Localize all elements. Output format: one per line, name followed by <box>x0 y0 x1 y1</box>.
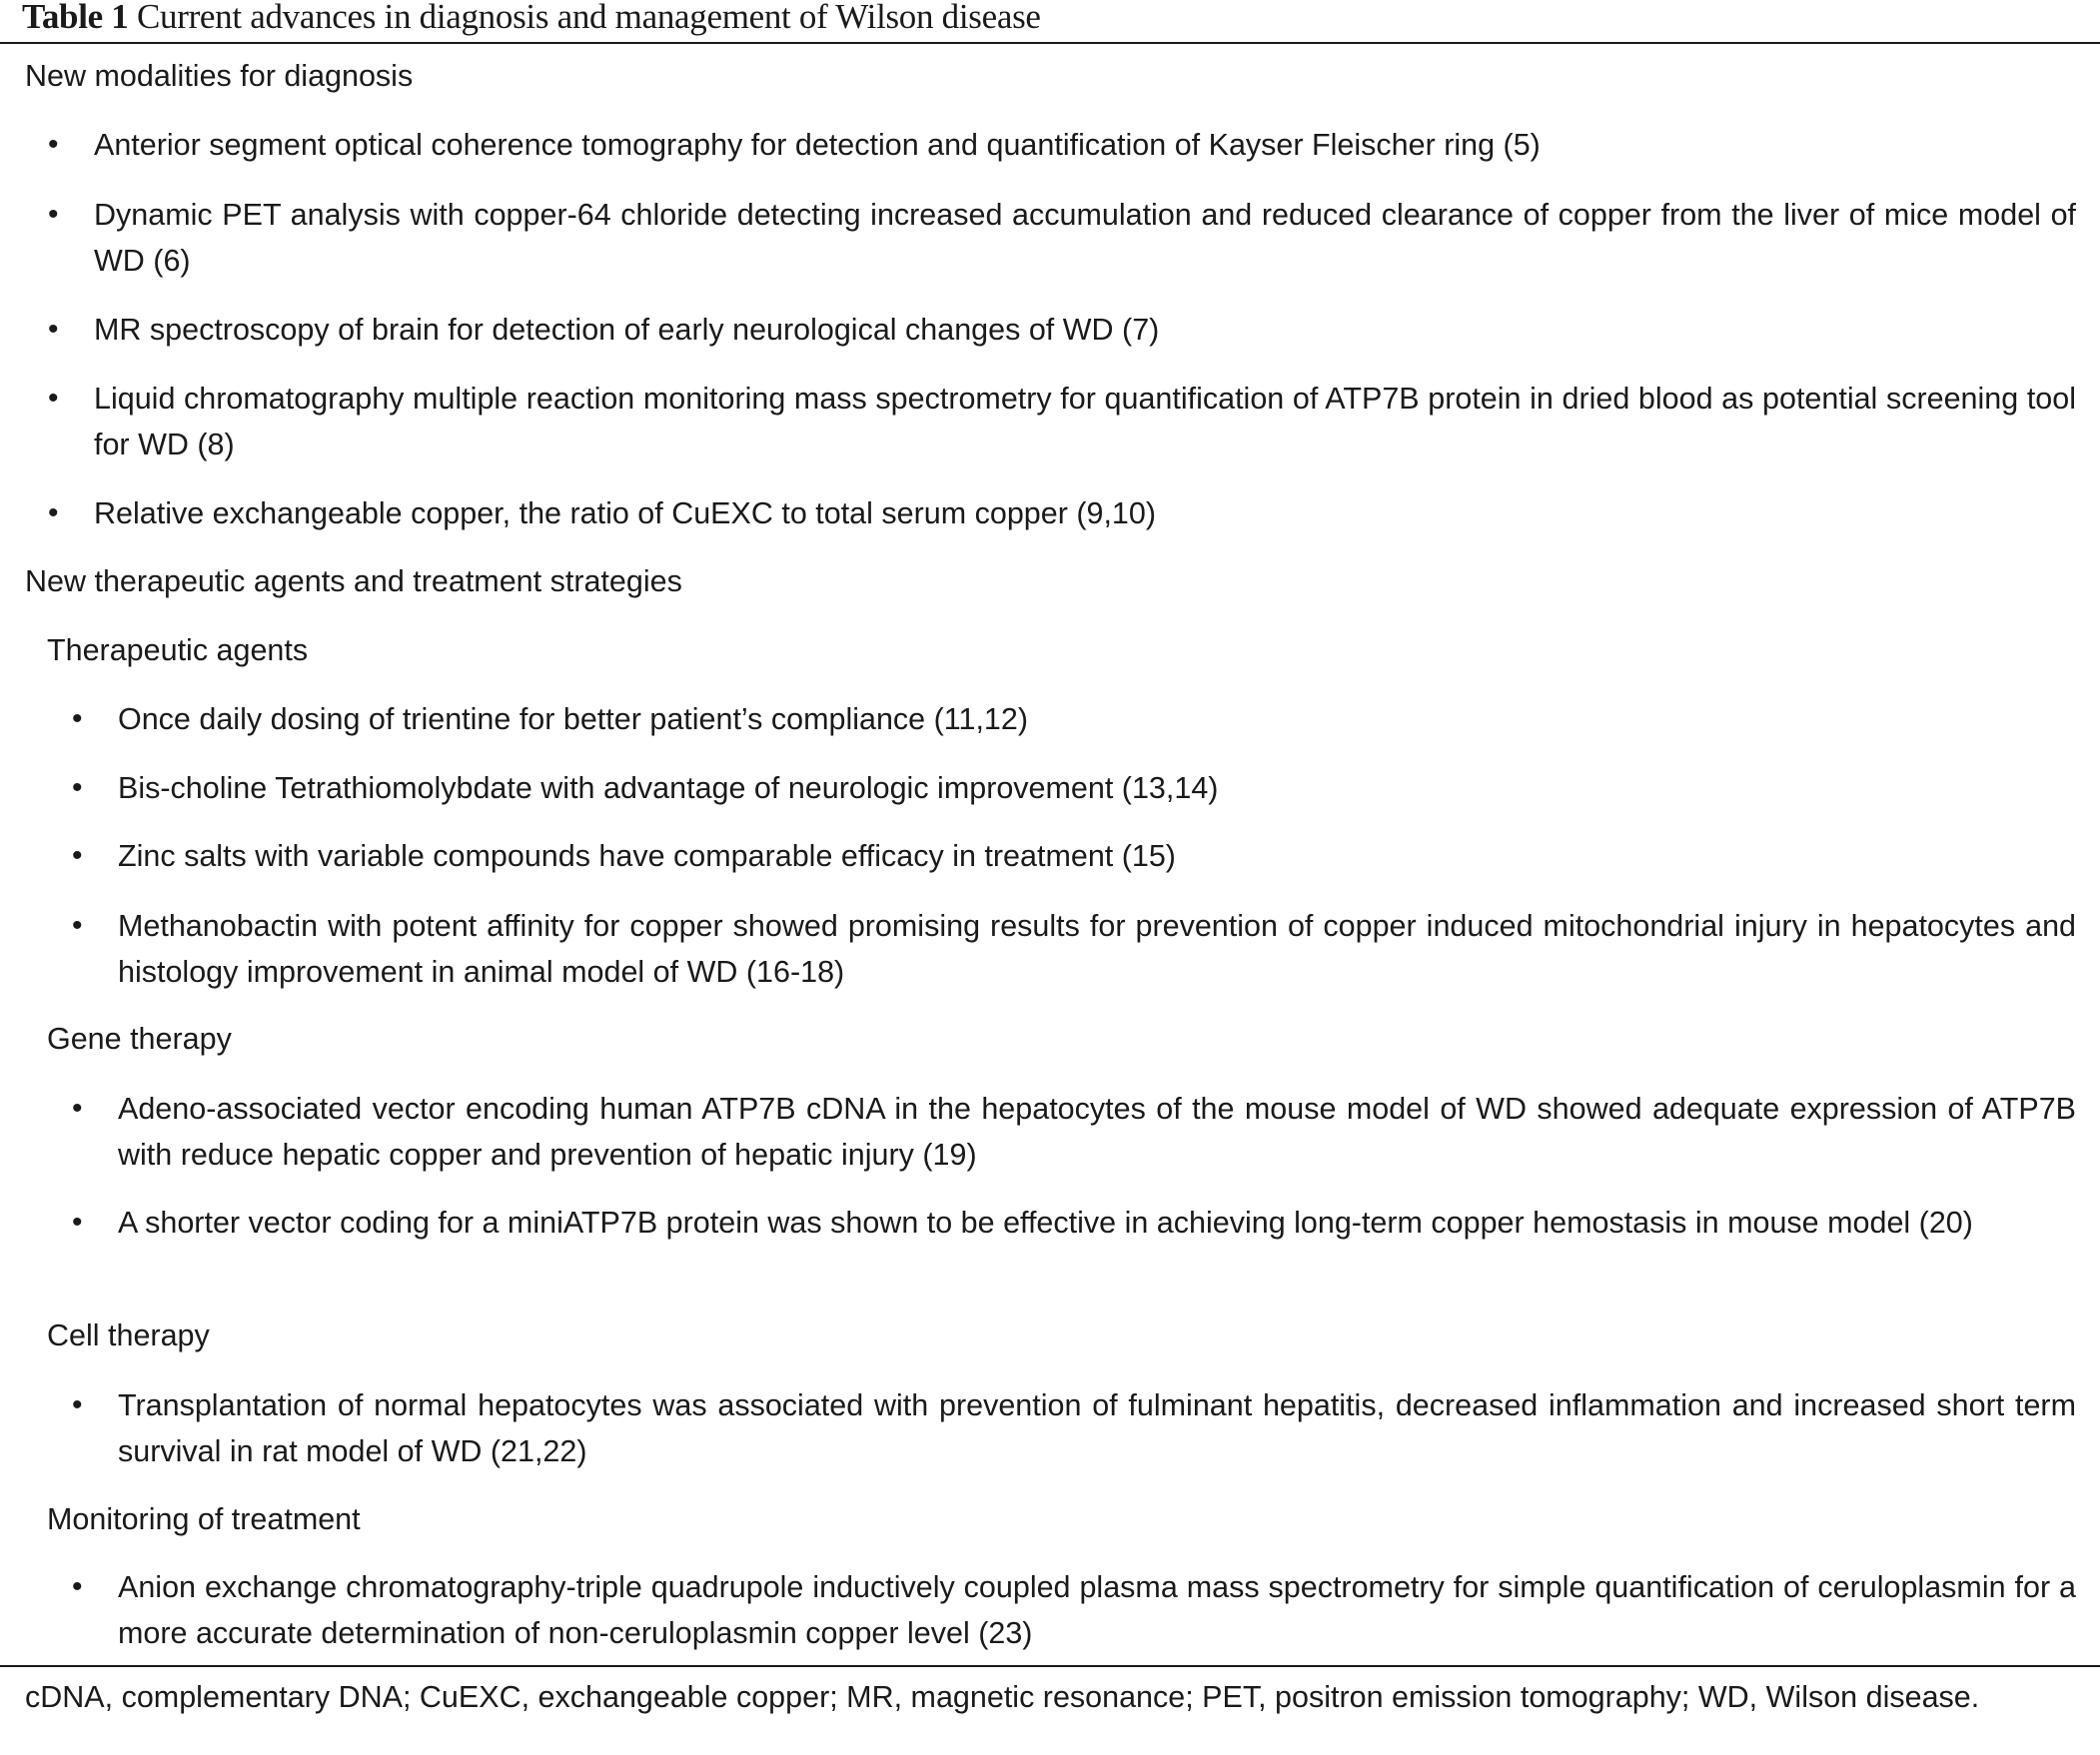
section-heading-therapy: New therapeutic agents and treatment strategies <box>25 564 682 598</box>
section-heading-diagnosis: New modalities for diagnosis <box>25 59 414 93</box>
list-item-text: A shorter vector coding for a miniATP7B protein was shown to be effective in achieving long-term copper hemostasis in mouse model (20) <box>118 1206 1973 1240</box>
bottom-rule <box>0 1665 2100 1667</box>
top-rule <box>0 42 2100 44</box>
list-item-text: Adeno-associated vector encoding human ATP7B cDNA in the hepatocytes of the mouse model of WD showed adequate expression of ATP7B with reduce hepatic copper and prevention of hepatic injury (19) <box>118 1092 2076 1172</box>
list-item-text: Bis-choline Tetrathiomolybdate with advantage of neurologic improvement (13,14) <box>118 771 1219 805</box>
table-label: Table 1 <box>22 0 129 36</box>
list-item-text: Methanobactin with potent affinity for copper showed promising results for prevention of copper induced mitochondrial injury in hepatocytes and histology improvement in animal model of WD (16-18) <box>118 909 2076 989</box>
list-item-text: Relative exchangeable copper, the ratio of CuEXC to total serum copper (9,10) <box>94 496 1157 530</box>
table-caption <box>22 0 1041 40</box>
subsection-heading-monitoring: Monitoring of treatment <box>47 1502 361 1536</box>
list-item-text: Liquid chromatography multiple reaction monitoring mass spectrometry for quantification of ATP7B protein in dried blood as potential screening tool for WD (8) <box>94 382 2076 461</box>
subsection-heading-cell: Cell therapy <box>47 1318 210 1352</box>
table-title: Current advances in diagnosis and management of Wilson disease <box>136 0 1041 36</box>
subsection-heading-gene: Gene therapy <box>47 1022 232 1056</box>
bullet-glyph: • <box>48 382 59 415</box>
list-item-text: Once daily dosing of trientine for better patient’s compliance (11,12) <box>118 702 1028 736</box>
list-item-text: Anion exchange chromatography-triple quadrupole inductively coupled plasma mass spectrometry for simple quantification of ceruloplasmin for a more accurate determination of non-ceruloplasmin copper level (23) <box>118 1570 2076 1650</box>
subsection-heading-agents: Therapeutic agents <box>47 633 309 667</box>
bullet-glyph: • <box>72 702 83 735</box>
table-footnote: cDNA, complementary DNA; CuEXC, exchangeable copper; MR, magnetic resonance; PET, positron emission tomography; WD, Wilson disease. <box>25 1680 1980 1714</box>
list-item-text: Transplantation of normal hepatocytes was associated with prevention of fulminant hepatitis, decreased inflammation and increased short term survival in rat model of WD (21,22) <box>118 1388 2076 1468</box>
bullet-glyph: • <box>48 128 59 161</box>
bullet-glyph: • <box>72 1388 83 1421</box>
bullet-glyph: • <box>48 496 59 529</box>
list-item-text: Dynamic PET analysis with copper-64 chloride detecting increased accumulation and reduced clearance of copper from the liver of mice model of WD (6) <box>94 198 2076 278</box>
bullet-glyph: • <box>72 771 83 804</box>
bullet-glyph: • <box>72 1092 83 1125</box>
bullet-glyph: • <box>48 198 59 231</box>
bullet-glyph: • <box>72 1206 83 1239</box>
bullet-glyph: • <box>72 1570 83 1603</box>
list-item-text: MR spectroscopy of brain for detection of early neurological changes of WD (7) <box>94 313 1160 347</box>
bullet-glyph: • <box>72 839 83 872</box>
list-item-text: Anterior segment optical coherence tomography for detection and quantification of Kayser Fleischer ring (5) <box>94 128 1541 162</box>
bullet-glyph: • <box>72 909 83 942</box>
bullet-glyph: • <box>48 313 59 346</box>
list-item-text: Zinc salts with variable compounds have comparable efficacy in treatment (15) <box>118 839 1176 873</box>
